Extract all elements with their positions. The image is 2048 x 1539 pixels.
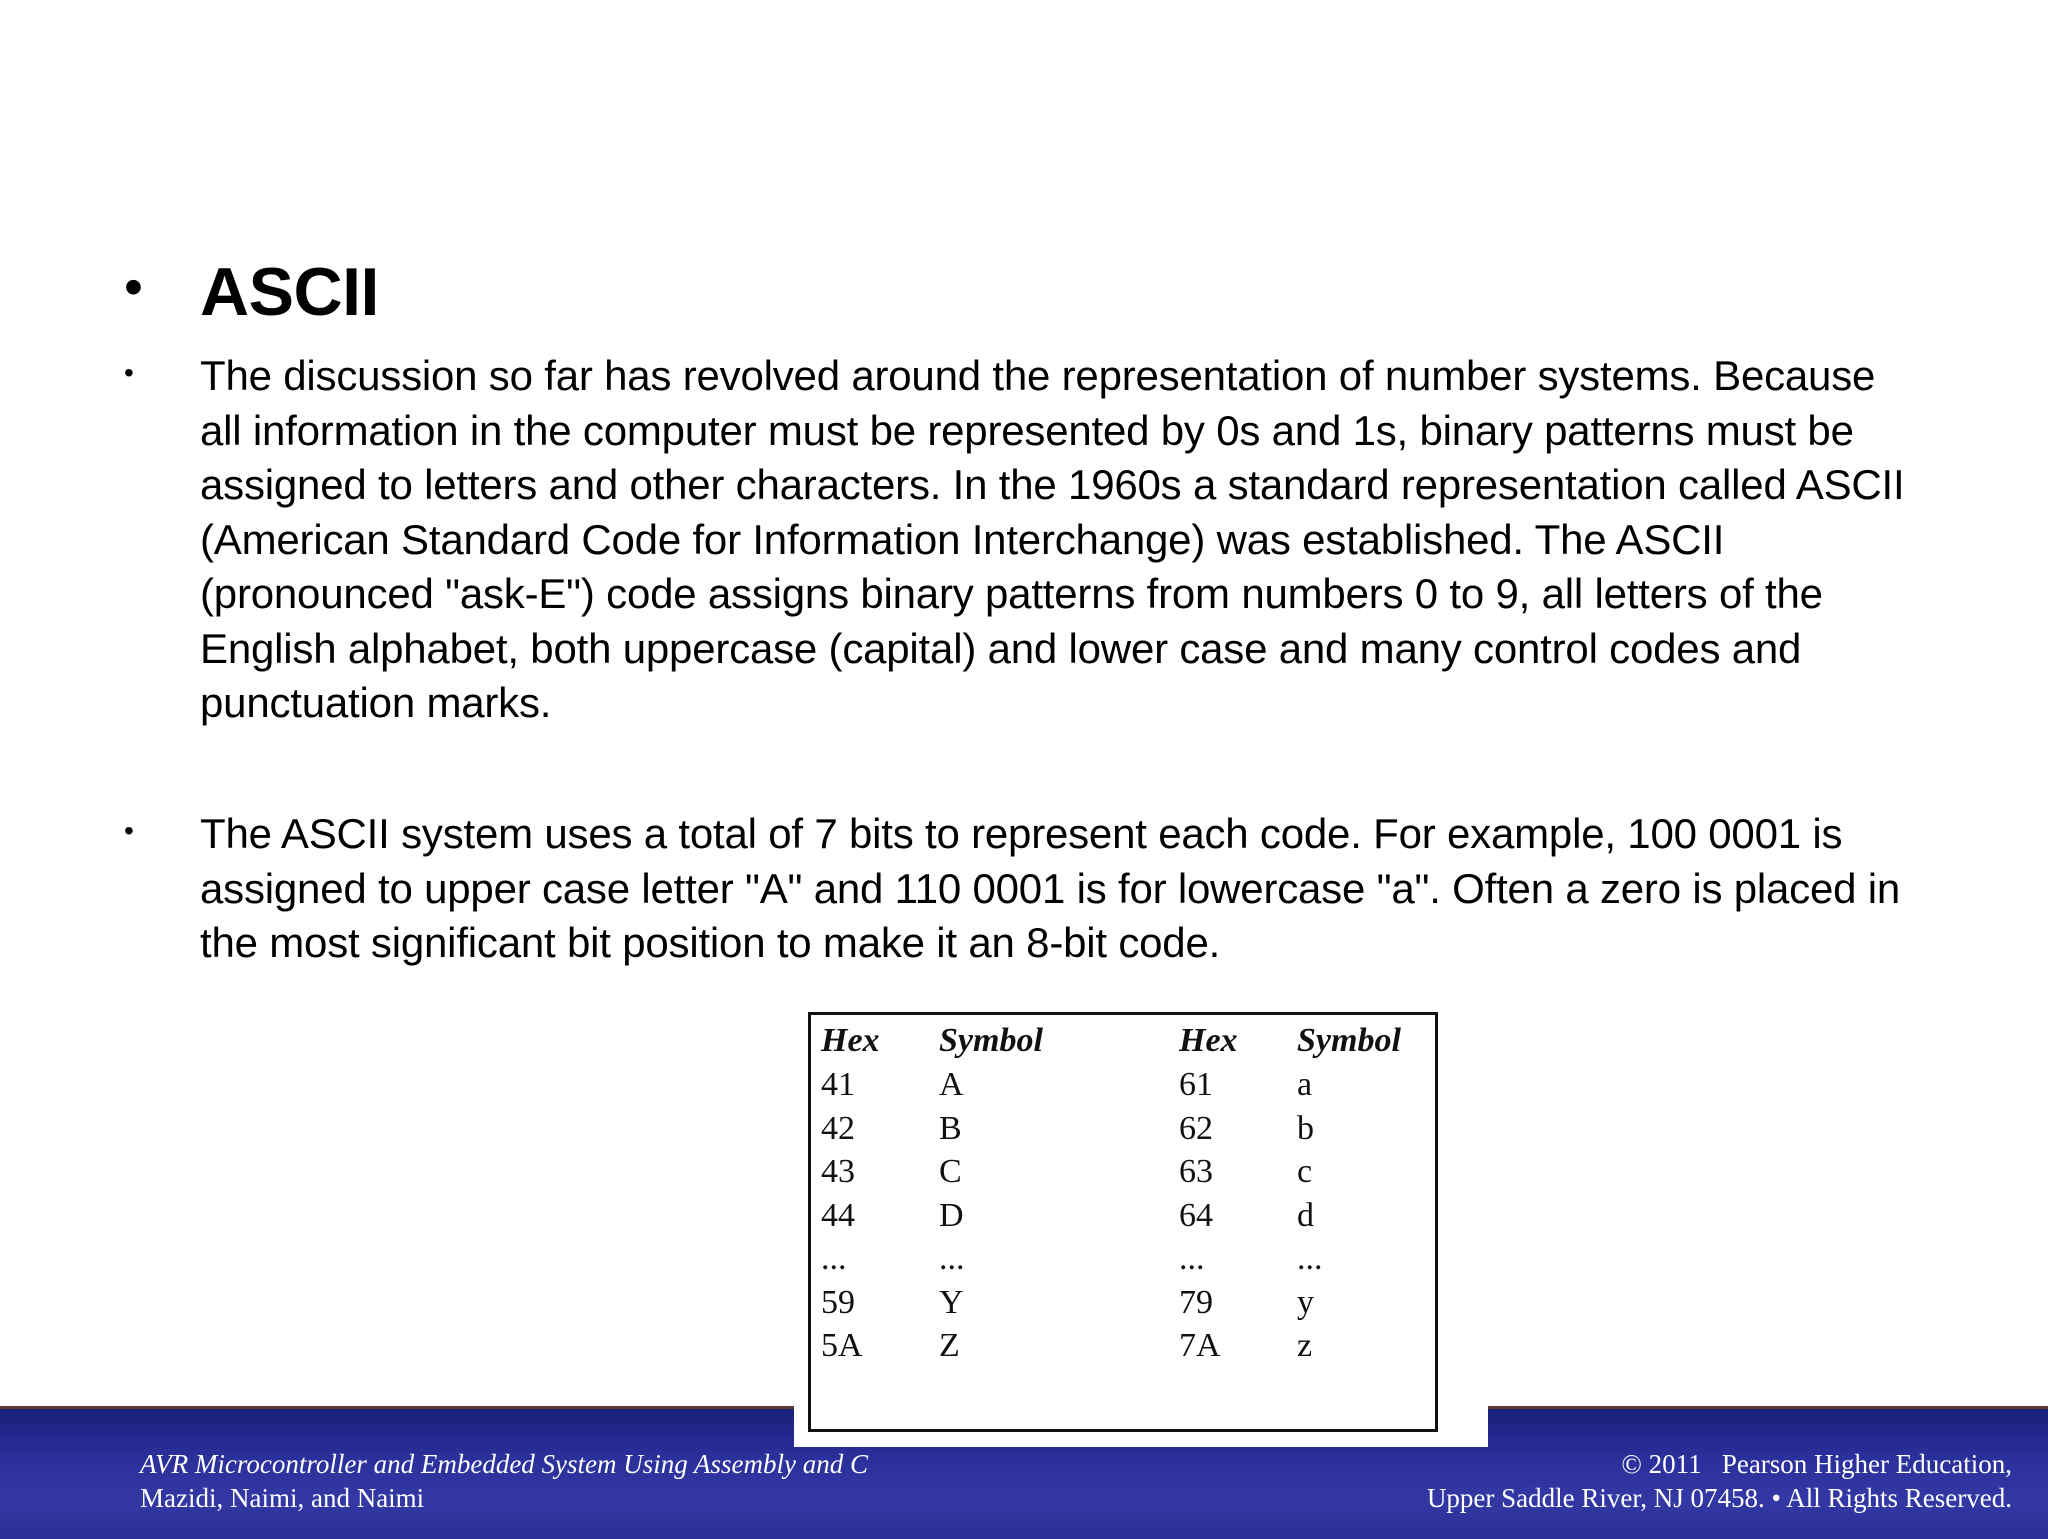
slide-heading: ASCII [200,254,379,330]
table-row [811,1283,1435,1323]
footer-copyright-line2: Upper Saddle River, NJ 07458. • All Rights Reserved. [1426,1483,2012,1513]
bullet-marker: • [124,357,134,388]
header-hex-lower: Hex [1179,1022,1238,1059]
table-row [811,1326,1435,1366]
table-cell: C [939,1153,962,1190]
table-cell: 41 [821,1066,855,1103]
ascii-table-figure [794,1002,1488,1447]
footer-book-title: AVR Microcontroller and Embedded System Using Assembly and C [140,1449,869,1479]
table-cell: 61 [1179,1066,1213,1103]
table-cell: 7A [1179,1327,1221,1364]
ascii-table [808,1012,1438,1432]
table-row [811,1109,1435,1149]
table-cell: y [1297,1284,1314,1321]
table-cell: 64 [1179,1197,1213,1234]
table-cell: a [1297,1066,1313,1103]
footer-copyright-line1: © 2011 Pearson Higher Education, [1621,1449,2012,1479]
table-cell: d [1297,1197,1314,1234]
table-cell: 44 [821,1197,855,1234]
table-cell: 62 [1179,1110,1213,1147]
table-cell: Y [939,1284,964,1321]
footer-authors: Mazidi, Naimi, and Naimi [140,1483,425,1513]
table-row [811,1065,1435,1105]
bullet-marker: • [124,257,143,317]
table-cell: ... [1297,1240,1323,1277]
paragraph-ascii-intro: The discussion so far has revolved around the representation of number systems. Because all information in the computer must be represented by 0s and 1s, binary patterns must be assigned to letters and other characters. In the 1960s a standard representation called ASCII (American Standard Code for Information Interchange) was established. The ASCII (pronounced "ask-E") code assigns binary patterns from numbers 0 to 9, all letters of the English alphabet, both uppercase (capital) and lower case and many control codes and punctuation marks. [200,352,1905,726]
table-cell: z [1297,1327,1313,1364]
table-cell: 5A [821,1327,863,1364]
table-cell: Z [939,1327,960,1364]
table-cell: ... [939,1240,965,1277]
table-cell: ... [821,1240,847,1277]
table-cell: c [1297,1153,1313,1190]
table-cell: 59 [821,1284,855,1321]
table-cell: ... [1179,1240,1205,1277]
paragraph-ascii-7bit: The ASCII system uses a total of 7 bits to represent each code. For example, 100 0001 is assigned to upper case letter "A" and 110 0001 is for lowercase "a". Often a zero is placed in the most significant bit position to make it an 8-bit code. [200,810,1901,966]
table-row [811,1196,1435,1236]
table-cell: 43 [821,1153,855,1190]
table-cell: 79 [1179,1284,1213,1321]
table-cell: B [939,1110,962,1147]
table-cell: 42 [821,1110,855,1147]
bullet-marker: • [124,815,134,846]
footer-copyright [1427,1447,2012,1515]
table-cell: D [939,1197,964,1234]
table-cell: A [939,1066,964,1103]
header-symbol-upper: Symbol [939,1022,1043,1059]
footer-book-info [140,1447,868,1515]
table-cell: 63 [1179,1153,1213,1190]
table-row [811,1152,1435,1192]
table-row [811,1239,1435,1279]
table-cell: b [1297,1110,1314,1147]
header-hex-upper: Hex [821,1022,880,1059]
table-header-row [811,1021,1435,1061]
header-symbol-lower: Symbol [1297,1022,1401,1059]
